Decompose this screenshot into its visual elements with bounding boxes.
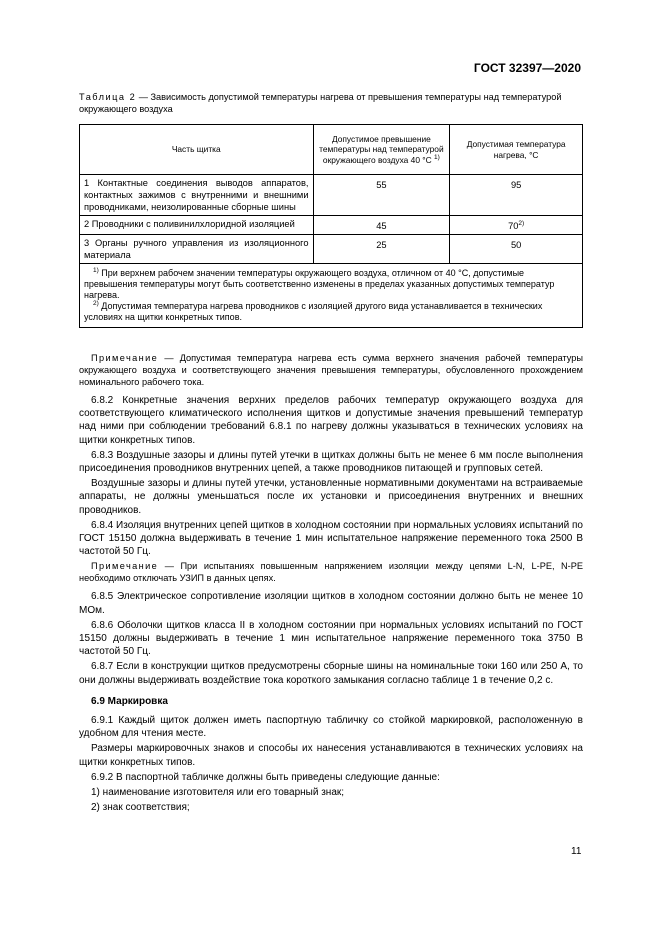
paragraph: 6.8.3 Воздушные зазоры и длины путей утечки в щитках должны быть не менее 6 мм после выполнения присоединения проводников внутренних цепей, а также проводников питающей и групповых сетей. <box>79 449 583 475</box>
note-paragraph <box>79 560 583 584</box>
table-row <box>80 175 583 216</box>
row-temperature-value: 70 <box>508 221 519 231</box>
temperature-table <box>79 124 583 328</box>
table-row <box>80 235 583 264</box>
paragraph: Воздушные зазоры и длины путей утечки, установленные нормативными документами на встраиваемые аппараты, не должны уменьшаться после их установки и присоединения внутренних и внешних проводников. <box>79 478 583 516</box>
table-footnote <box>84 268 578 301</box>
row-part: 1 Контактные соединения выводов аппаратов, контактных зажимов с внутренними и внешними проводниками, неизолированные сборные шины <box>80 175 314 216</box>
row-part: 2 Проводники с поливинилхлоридной изоляцией <box>80 216 314 235</box>
table-caption-label: Таблица 2 <box>79 92 137 102</box>
note-paragraph <box>79 352 583 388</box>
list-item: 2) знак соответствия; <box>91 802 190 814</box>
header-part: Часть щитка <box>80 125 314 175</box>
row-excess: 25 <box>313 235 450 264</box>
footnote-mark: 2) <box>93 300 99 307</box>
row-temperature-value: 50 <box>510 240 522 250</box>
table-footnotes <box>80 264 583 328</box>
page-number: 11 <box>571 846 582 857</box>
note-text: — Допустимая температура нагрева есть сумма верхнего значения рабочей температуры окружающего воздуха и соответствующего значения превышения температуры, обусловленного прохождением номинального рабочего тока. <box>79 353 583 387</box>
note-text: — При испытаниях повышенным напряжением изоляции между цепями L-N, L-PE, N-PE необходимо отключать УЗИП в данных цепях. <box>79 561 583 584</box>
row-temperature-value: 95 <box>510 180 522 190</box>
footnote-text: Допустимая температура нагрева проводников с изоляцией другого вида устанавливается в технических условиях на щитки конкретных типов. <box>84 301 543 322</box>
row-excess: 45 <box>313 216 450 235</box>
header-excess-text: Допустимое превышение температуры над температурой окружающего воздуха 40 °С <box>319 133 444 165</box>
table-caption-text: — Зависимость допустимой температуры нагрева от превышения температуры над температурой окружающего воздуха <box>79 92 562 114</box>
row-temperature <box>450 235 583 264</box>
row-temperature <box>450 175 583 216</box>
row-excess: 55 <box>313 175 450 216</box>
table-row <box>80 216 583 235</box>
header-excess <box>313 125 450 175</box>
header-temperature: Допустимая температура нагрева, °С <box>450 125 583 175</box>
paragraph: 6.8.4 Изоляция внутренних цепей щитков в холодном состоянии при нормальных условиях испытаний по ГОСТ 15150 должна выдерживать в течение 1 мин испытательное напряжение переменного тока 2500 В частотой 50 Гц. <box>79 519 583 558</box>
row-part: 3 Органы ручного управления из изоляционного материала <box>80 235 314 264</box>
paragraph: 6.8.6 Оболочки щитков класса II в холодном состоянии при нормальных условиях испытаний по ГОСТ 15150 должны выдерживать в течение 1 мин испытательное напряжение переменного тока 3750 В частотой 50 Гц. <box>79 619 583 658</box>
main-text <box>79 352 583 816</box>
paragraph: Размеры маркировочных знаков и способы их нанесения устанавливаются в технических условиях на щитки конкретных типов. <box>79 743 583 768</box>
row-temperature <box>450 216 583 235</box>
paragraph: 6.9.2 В паспортной табличке должны быть приведены следующие данные: <box>91 771 440 783</box>
paragraph: 6.8.5 Электрическое сопротивление изоляции щитков в холодном состоянии должно быть не менее 10 МОм. <box>79 591 583 616</box>
paragraph: 6.9.1 Каждый щиток должен иметь паспортную табличку со стойкой маркировкой, расположенную в удобном для чтения месте. <box>79 715 583 740</box>
document-standard-number: ГОСТ 32397—2020 <box>473 61 581 75</box>
note-label: Примечание <box>91 561 159 572</box>
section-heading: 6.9 Маркировка <box>91 695 168 707</box>
paragraph: 6.8.2 Конкретные значения верхних пределов рабочих температур окружающего воздуха для соответствующего климатического исполнения щитков и допустимые значения превышений температур над ними при соблюдении требований 6.8.1 по нагреву должны указываться в технических условиях на щитки конкретных типов. <box>79 395 583 446</box>
paragraph: 6.8.7 Если в конструкции щитков предусмотрены сборные шины на номинальные токи 160 или 250 А, то они должны выдерживать воздействие тока короткого замыкания согласно таблице 1 в течение 0,2 с. <box>79 661 583 686</box>
note-label: Примечание <box>91 353 159 363</box>
row-temperature-footnote-mark: 2) <box>518 219 525 227</box>
footnote-text: При верхнем рабочем значении температуры окружающего воздуха, отличном от 40 °С, допустимые превышения температуры могут быть соответственно изменены в пределах указанных допустимых температур нагрева. <box>84 268 555 300</box>
list-item: 1) наименование изготовителя или его товарный знак; <box>91 787 345 799</box>
table-caption <box>79 91 581 115</box>
header-excess-footnote-mark: 1) <box>434 153 440 161</box>
footnote-mark: 1) <box>93 267 99 274</box>
table-footnote <box>84 301 578 323</box>
